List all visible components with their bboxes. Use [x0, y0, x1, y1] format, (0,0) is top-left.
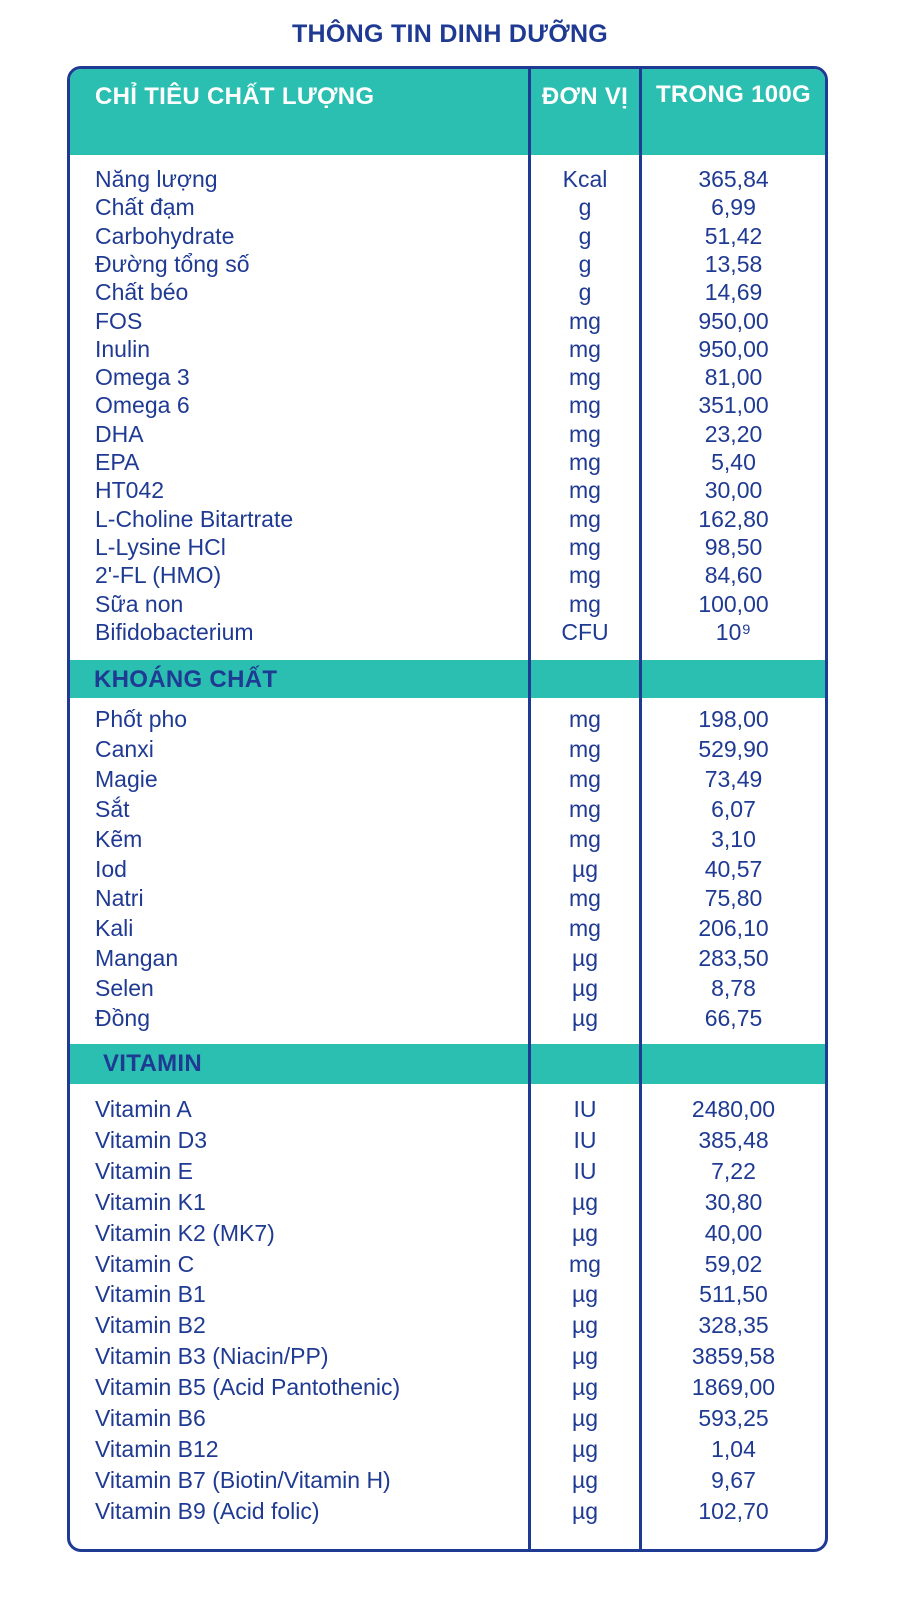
nutrient-name: EPA: [95, 449, 140, 475]
nutrient-value: 6,99: [711, 194, 756, 221]
nutrient-name: Vitamin B6: [95, 1405, 206, 1431]
nutrient-value: 30,80: [704, 1188, 763, 1215]
nutrient-value: 1,04: [711, 1435, 756, 1462]
nutrient-value: 51,42: [704, 222, 763, 249]
nutrient-unit: mg: [569, 533, 601, 560]
page-title: THÔNG TIN DINH DƯỠNG: [291, 20, 609, 48]
nutrient-name: Vitamin A: [95, 1096, 192, 1122]
nutrient-value: 3,10: [711, 825, 756, 852]
nutrient-unit: µg: [571, 1219, 599, 1246]
nutrient-value: 950,00: [698, 335, 769, 362]
nutrient-name: Chất béo: [95, 279, 189, 306]
nutrient-value: 1869,00: [691, 1374, 776, 1401]
nutrient-name: Omega 3: [95, 364, 190, 391]
nutrient-value: 40,57: [704, 855, 763, 882]
nutrient-name: Natri: [95, 885, 144, 912]
nutrient-value: 98,50: [704, 533, 763, 560]
nutrient-value: 351,00: [698, 392, 769, 419]
nutrient-unit: g: [578, 250, 592, 277]
nutrient-unit: mg: [569, 735, 601, 762]
nutrient-name: DHA: [95, 420, 144, 447]
nutrient-name: Vitamin B5 (Acid Pantothenic): [95, 1374, 401, 1401]
nutrient-unit: mg: [569, 1250, 601, 1277]
nutrient-unit: IU: [573, 1157, 597, 1184]
nutrient-name: Selen: [95, 975, 154, 1002]
nutrient-value: 6,07: [711, 795, 756, 822]
nutrient-value: 511,50: [699, 1281, 768, 1308]
nutrient-value: 66,75: [704, 1005, 763, 1031]
nutrient-value: 10⁹: [715, 618, 752, 645]
nutrient-name: Iod: [95, 855, 127, 882]
nutrient-name: Năng lượng: [95, 166, 218, 192]
nutrient-unit: µg: [571, 1435, 599, 1462]
nutrient-unit: CFU: [561, 618, 609, 645]
header-unit-label: ĐƠN VỊ: [541, 83, 629, 110]
nutrient-value: 75,80: [704, 885, 763, 912]
nutrient-name: Vitamin B9 (Acid folic): [95, 1497, 320, 1524]
nutrient-unit: IU: [573, 1126, 597, 1153]
nutrient-unit: µg: [571, 1374, 599, 1401]
nutrient-value: 9,67: [711, 1466, 756, 1493]
nutrient-unit: µg: [571, 1188, 599, 1215]
nutrient-value: 7,22: [711, 1157, 756, 1184]
nutrient-name: Đồng: [95, 1005, 150, 1031]
nutrient-unit: g: [578, 279, 592, 306]
nutrient-name: Vitamin B12: [95, 1435, 219, 1462]
nutrient-value: 84,60: [704, 562, 763, 589]
nutrient-unit: µg: [571, 1497, 599, 1524]
nutrient-unit: mg: [569, 795, 601, 822]
nutrient-value: 30,00: [704, 477, 763, 504]
header-per-100g-label: TRONG 100G: [655, 81, 812, 108]
nutrient-value: 385,48: [698, 1126, 769, 1153]
nutrient-unit: µg: [571, 1466, 599, 1493]
nutrient-name: Sắt: [95, 795, 130, 822]
nutrient-unit: mg: [569, 364, 601, 391]
nutrient-unit: µg: [571, 855, 599, 882]
nutrient-name: FOS: [95, 307, 143, 334]
nutrient-unit: µg: [571, 1005, 599, 1031]
nutrient-unit: g: [578, 222, 592, 249]
nutrient-name: Vitamin C: [95, 1250, 195, 1277]
nutrient-name: L-Choline Bitartrate: [95, 505, 294, 532]
nutrient-name: Canxi: [95, 735, 154, 762]
nutrient-value: 23,20: [704, 420, 763, 447]
nutrient-value: 162,80: [698, 505, 769, 532]
nutrient-name: Vitamin K1: [95, 1188, 206, 1215]
nutrient-unit: mg: [569, 590, 601, 617]
nutrition-table: [67, 66, 828, 1552]
nutrient-name: Inulin: [95, 335, 150, 362]
nutrient-unit: mg: [569, 885, 601, 912]
nutrient-unit: µg: [571, 1312, 599, 1339]
nutrient-name: Omega 6: [95, 392, 190, 419]
nutrient-name: Vitamin D3: [95, 1126, 208, 1153]
nutrient-value: 100,00: [698, 590, 769, 617]
nutrient-name: Magie: [95, 765, 158, 792]
nutrient-unit: mg: [569, 825, 601, 852]
nutrient-value: 283,50: [698, 945, 769, 972]
nutrient-name: Vitamin K2 (MK7): [95, 1219, 275, 1246]
nutrient-name: 2'-FL (HMO): [95, 562, 222, 589]
nutrient-name: Sữa non: [95, 590, 184, 617]
nutrient-name: Kali: [95, 915, 134, 942]
nutrient-name: Vitamin B7 (Biotin/Vitamin H): [95, 1466, 391, 1493]
nutrient-value: 328,35: [698, 1312, 769, 1339]
nutrient-value: 5,40: [711, 449, 756, 475]
nutrient-name: Mangan: [95, 945, 179, 972]
nutrient-name: Bifidobacterium: [95, 618, 254, 645]
nutrient-unit: mg: [569, 307, 601, 334]
nutrient-value: 8,78: [711, 975, 756, 1002]
nutrient-name: Đường tổng số: [95, 250, 250, 277]
nutrient-name: Vitamin B2: [95, 1312, 206, 1339]
nutrient-name: Carbohydrate: [95, 222, 235, 249]
nutrient-name: Vitamin E: [95, 1157, 194, 1184]
nutrient-value: 73,49: [704, 765, 763, 792]
nutrient-unit: mg: [569, 765, 601, 792]
nutrient-unit: µg: [571, 1405, 599, 1431]
nutrient-name: Chất đạm: [95, 194, 195, 221]
nutrient-value: 102,70: [698, 1497, 769, 1524]
nutrient-name: Phốt pho: [95, 706, 188, 732]
nutrient-value: 2480,00: [691, 1096, 776, 1122]
nutrient-unit: µg: [571, 1281, 599, 1308]
nutrient-value: 13,58: [704, 250, 763, 277]
nutrient-unit: mg: [569, 477, 601, 504]
nutrient-value: 206,10: [698, 915, 769, 942]
nutrient-unit: µg: [571, 975, 599, 1002]
nutrient-value: 593,25: [698, 1405, 769, 1431]
header-quality-label: CHỈ TIÊU CHẤT LƯỢNG: [95, 83, 375, 110]
nutrient-unit: mg: [569, 420, 601, 447]
nutrient-unit: mg: [569, 706, 601, 732]
nutrient-name: L-Lysine HCl: [95, 533, 226, 560]
nutrient-value: 59,02: [704, 1250, 763, 1277]
nutrient-value: 3859,58: [691, 1343, 776, 1370]
nutrient-unit: IU: [573, 1096, 597, 1122]
nutrient-unit: µg: [571, 1343, 599, 1370]
nutrient-value: 14,69: [704, 279, 763, 306]
nutrient-name: Vitamin B1: [95, 1281, 206, 1308]
section-title-minerals: KHOÁNG CHẤT: [94, 666, 278, 693]
nutrient-unit: mg: [569, 392, 601, 419]
nutrient-unit: Kcal: [562, 166, 608, 192]
nutrient-value: 365,84: [698, 166, 769, 192]
nutrient-name: HT042: [95, 477, 165, 504]
nutrient-unit: mg: [569, 449, 601, 475]
nutrient-unit: g: [578, 194, 592, 221]
nutrient-unit: mg: [569, 562, 601, 589]
nutrient-name: Vitamin B3 (Niacin/PP): [95, 1343, 329, 1370]
nutrient-value: 81,00: [704, 364, 763, 391]
nutrient-unit: mg: [569, 505, 601, 532]
nutrient-value: 950,00: [698, 307, 769, 334]
nutrient-unit: mg: [569, 915, 601, 942]
nutrient-name: Kẽm: [95, 825, 143, 852]
nutrient-unit: µg: [571, 945, 599, 972]
nutrient-value: 40,00: [704, 1219, 763, 1246]
nutrient-value: 198,00: [698, 706, 769, 732]
nutrient-unit: mg: [569, 335, 601, 362]
nutrient-value: 529,90: [698, 735, 769, 762]
section-title-vitamins: VITAMIN: [103, 1050, 202, 1077]
